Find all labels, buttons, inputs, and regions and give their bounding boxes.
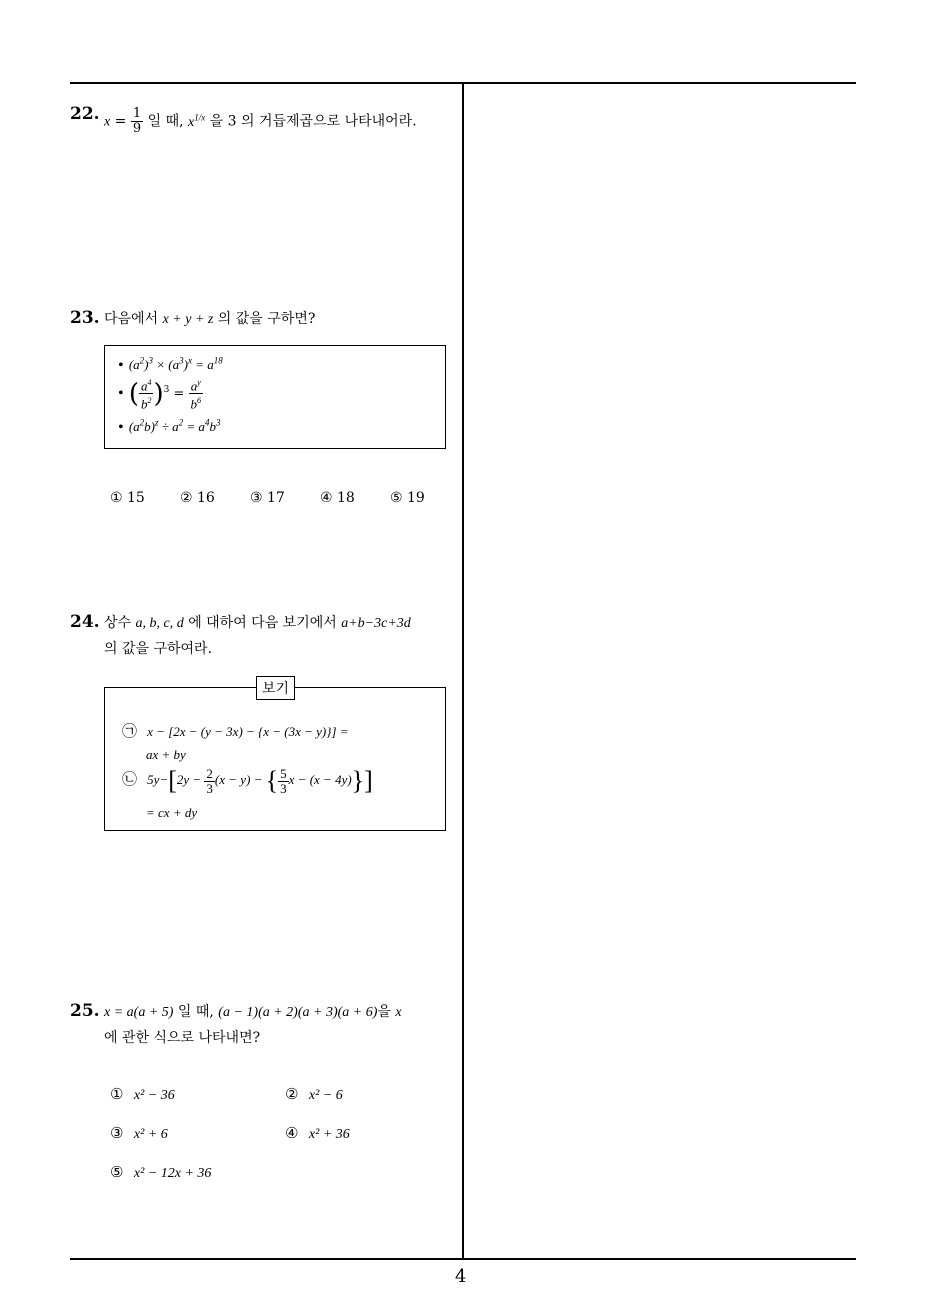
q22-x-eq: x [104,114,111,130]
question-23-text [104,306,315,333]
q23-choice-2[interactable]: ② 16 [180,490,215,506]
q25-choice-3[interactable] [110,1124,168,1143]
q24-expr: a+b−3c+3d [341,616,411,631]
q23-condition-2: • ( $\frac{a^4}{b^2}$ )$^3$ = $\frac{a^y}{b^6}$ [117,378,202,412]
q23-expr: x + y + z [162,312,214,327]
q24-item1-marker: ㉠ [122,722,138,740]
question-25-line1 [104,999,402,1026]
q24-item1-line2: ax + by [146,747,186,762]
q25-text-b: 일 때, [177,1004,214,1020]
q25-choice-4-marker: ④ [285,1124,299,1142]
q25-expr-c: (a − 1)(a + 2)(a + 3)(a + 6) [218,1005,378,1020]
question-24-line2: 의 값을 구하여라. [104,641,213,657]
q23-choice-1[interactable]: ① 15 [110,490,145,506]
q25-choice-1-marker: ① [110,1085,124,1103]
q24-bogi-label: 보기 [256,676,295,700]
q25-choice-2-expr: x² − 6 [308,1088,343,1103]
q23-text-post: 의 값을 구하면? [217,311,316,327]
q24-item2-line2: = cx + dy [146,805,198,820]
q25-choice-5[interactable] [110,1163,211,1182]
q25-text-d: 을 [377,1004,391,1020]
q24-item2: ㉡ 5y−[2y − $\frac{2}{3}$ (x − y) − { $\frac{5}{3}$ x − (x − 4y)}] [122,765,373,796]
q22-fraction: $\frac{1}{9}$ [132,106,142,137]
q23-condition-3: • $(a^2b)^z \div a^2 = a^4b^3$ [117,418,221,436]
question-22-number: 22. [70,104,100,124]
q25-choice-1[interactable] [110,1085,175,1104]
q22-text-after: 일 때, [147,113,184,130]
q24-item1-line1: x − [2x − (y − 3x) − {x − (3x − y)}] = [147,724,349,739]
q23-choice-4[interactable]: ④ 18 [320,490,355,506]
column-divider [462,82,464,1260]
question-25-line2: 에 관한 식으로 나타내면? [104,1030,261,1046]
q23-choice-5[interactable]: ⑤ 19 [390,490,425,506]
q25-choice-5-expr: x² − 12x + 36 [133,1166,212,1181]
q24-item2-marker: ㉡ [122,769,138,788]
q25-choice-4-expr: x² + 36 [308,1127,350,1142]
q25-choice-5-marker: ⑤ [110,1163,124,1181]
q24-vars: a, b, c, d [135,616,184,631]
q25-expr-a: x = a(a + 5) [104,1005,174,1020]
q22-text-mid: 을 3 의 거듭제곱으로 나타내어라. [209,113,417,130]
q23-choice-3[interactable]: ③ 17 [250,490,285,506]
question-24-line1 [104,610,411,637]
q23-condition-box [104,345,446,449]
q25-choice-2-marker: ② [285,1085,299,1103]
q23-condition-1: • $(a^2)^3 \times (a^3)^x = a^{18}$ [117,356,223,374]
q25-choice-3-expr: x² + 6 [133,1127,168,1142]
question-23-number: 23. [70,308,100,328]
q24-line1-pre: 상수 [104,615,132,631]
question-22-text: x = $\frac{1}{9}$ 일 때, $x^{1/x}$ 을 3 의 거듭제곱으로 나타내어라. [104,106,417,137]
q22-power: $x^{1/x}$ [188,112,206,130]
page-number: 4 [455,1266,467,1287]
q25-choice-3-marker: ③ [110,1124,124,1142]
q23-text-pre: 다음에서 [104,311,159,327]
q24-item1 [122,720,349,741]
q25-choice-1-expr: x² − 36 [133,1088,175,1103]
q25-choice-2[interactable] [285,1085,343,1104]
q24-line1-mid: 에 대하여 다음 보기에서 [188,615,337,631]
question-25-number: 25. [70,1001,100,1021]
q25-choice-4[interactable] [285,1124,350,1143]
question-24-number: 24. [70,612,100,632]
q25-expr-e: x [395,1005,402,1020]
bottom-rule [70,1258,856,1260]
